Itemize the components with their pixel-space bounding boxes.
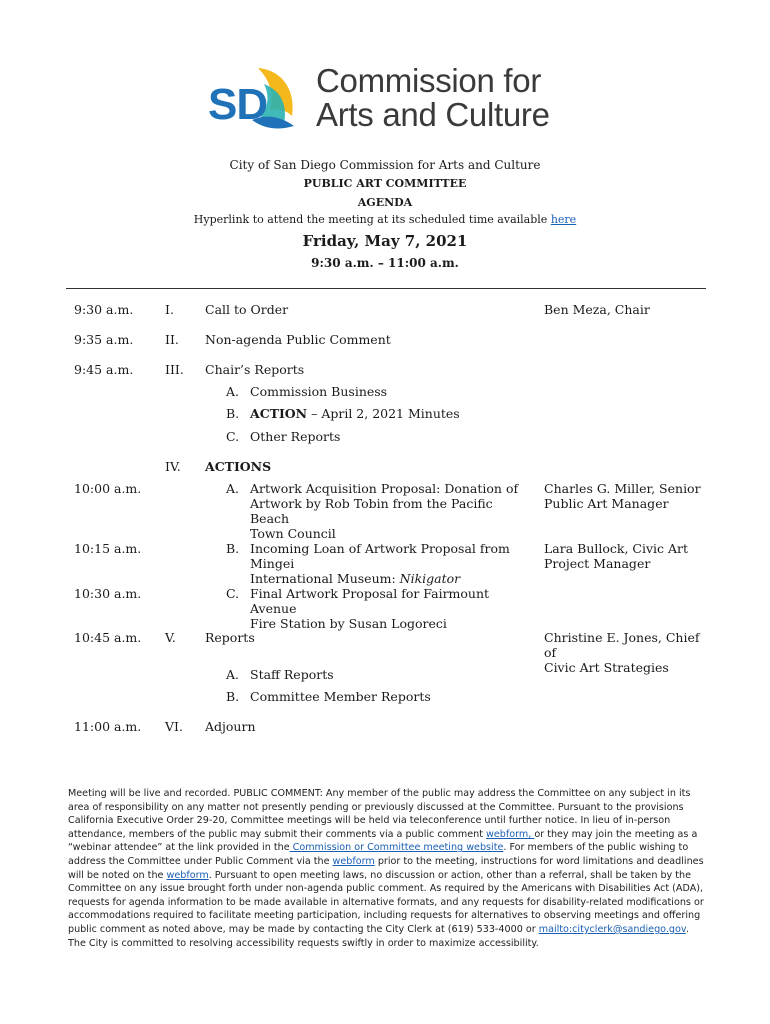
agenda-number: I. [165,302,174,317]
sub-item-text: Artwork Acquisition Proposal: Donation of Artwork by Rob Tobin from the Pacific Beach Town Council [250,481,519,541]
sub-item-letter: B. [226,541,240,556]
agenda-title: Non-agenda Public Comment [205,332,391,347]
sub-item-text: Committee Member Reports [250,689,431,704]
agenda-time: 10:15 a.m. [74,541,142,556]
sub-item-text: Other Reports [250,429,341,444]
meeting-time-range: 9:30 a.m. – 11:00 a.m. [311,256,459,270]
agenda-time: 10:30 a.m. [74,586,142,601]
hyperlink-line [0,213,770,226]
agenda-presenter: Ben Meza, Chair [544,302,650,317]
agenda-number: II. [165,332,179,347]
sub-item-letter: B. [226,689,240,704]
webform-link[interactable]: webform, [486,828,535,840]
sub-item-letter: A. [226,667,240,682]
header-divider [66,288,706,289]
sub-item-letter: B. [226,406,240,421]
sub-item-letter: C. [226,429,240,444]
sub-item-letter: C. [226,586,240,601]
webform-link[interactable]: webform [332,855,375,867]
logo-mark: SD [208,80,268,129]
sub-item-letter: A. [226,384,240,399]
sub-item-text: Incoming Loan of Artwork Proposal from Mingei International Museum: Nikigator [250,541,510,586]
agenda-number: VI. [165,719,183,734]
agenda-time: 9:35 a.m. [74,332,134,347]
artwork-title: Nikigator [399,571,461,586]
agenda-time: 11:00 a.m. [74,719,142,734]
commission-logo [208,62,568,142]
meeting-date: Friday, May 7, 2021 [302,232,468,250]
org-name: City of San Diego Commission for Arts and Culture [229,158,541,172]
meeting-notice: Meeting will be live and recorded. PUBLIC COMMENT: Any member of the public may address the Committee on any subject in its area of responsibility on any matter not presently pending or previously discussed at the Committee. Pursuant to the provisions California Executive Order 29-20, Committee meetings will be held via teleconference until further notice. In lieu of in-person attendance, members of the public may submit their comments via a public comment webform, or they may join the meeting as a “webinar attendee” at the link provided in the Commission or Committee meeting website. For members of the public wishing to address the Committee under Public Comment via the webform prior to the meeting, instructions for word limitations and deadlines will be noted on the webform. Pursuant to open meeting laws, no discussion or action, other than a referral, shall be taken by the Committee on any issue brought forth under non-agenda public comment. As required by the Americans with Disabilities Act (ADA), requests for agenda information to be made available in alternative formats, and any requests for disability-related modifications or accommodations required to facilitate meeting participation, including requests for alternatives to observing meetings and offering public comment as noted above, may be made by contacting the City Clerk at (619) 533-4000 or mailto:cityclerk@sandiego.gov. The City is committed to resolving accessibility requests swiftly in order to maximize accessibility. [68,788,704,949]
agenda-time: 9:45 a.m. [74,362,134,377]
agenda-presenter: Charles G. Miller, Senior Public Art Manager [544,481,701,511]
sub-item-text: ACTION – April 2, 2021 Minutes [250,406,460,421]
meeting-link[interactable]: here [550,213,577,226]
agenda-title: Adjourn [205,719,256,734]
agenda-time: 10:00 a.m. [74,481,142,496]
agenda-presenter: Lara Bullock, Civic Art Project Manager [544,541,689,571]
sub-item-letter: A. [226,481,240,496]
sub-item-text: Commission Business [250,384,388,399]
agenda-presenter: Christine E. Jones, Chief of Civic Art Strategies [544,630,700,675]
agenda-title: Call to Order [205,302,289,317]
agenda-title: ACTIONS [205,459,272,474]
agenda-time: 10:45 a.m. [74,630,142,645]
sub-item-text: Final Artwork Proposal for Fairmount Avenue Fire Station by Susan Logoreci [250,586,490,631]
committee-name: PUBLIC ART COMMITTEE [303,177,467,190]
webform-link[interactable]: webform [166,869,209,881]
doc-type: AGENDA [357,196,413,209]
sub-item-text: Staff Reports [250,667,334,682]
hyperlink-prefix: Hyperlink to attend the meeting at its scheduled time available [193,213,551,226]
action-label: ACTION [250,406,308,421]
agenda-number: V. [165,630,176,645]
agenda-title: Chair’s Reports [205,362,305,377]
agenda-number: IV. [165,459,181,474]
email-link[interactable]: mailto:cityclerk@sandiego.gov [538,923,686,935]
logo-line-1: Commission for [316,62,542,99]
agenda-title: Reports [205,630,255,645]
agenda-number: III. [165,362,184,377]
logo-line-2: Arts and Culture [316,96,550,133]
agenda-time: 9:30 a.m. [74,302,134,317]
meeting-website-link[interactable]: Commission or Committee meeting website [289,842,504,854]
